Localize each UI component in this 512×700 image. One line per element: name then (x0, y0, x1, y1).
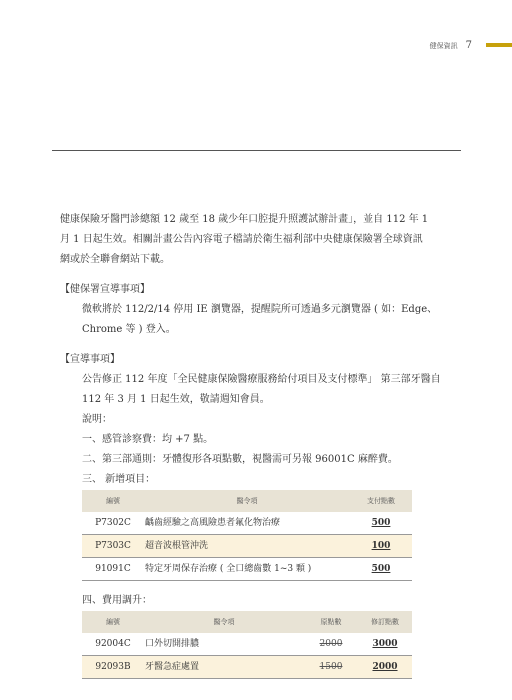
code-cell: 91091C (82, 558, 144, 581)
nhi-line-2: Chrome 等 ) 登入。 (82, 324, 176, 335)
nhi-section-title: 【健保署宣導事項】 (60, 284, 150, 295)
old-points-cell: 2000 (304, 633, 358, 656)
nhi-line-1: 微軟將於 112/2/14 停用 IE 瀏覽器，提醒院所可透過多元瀏覽器 ( 如：Edge、 (82, 304, 438, 315)
explain-label: 說明： (82, 414, 112, 425)
table-row (82, 633, 412, 656)
table-row (82, 558, 412, 581)
table-header: 編號 (82, 490, 144, 512)
promo-line-1: 公告修正 112 年度「全民健康保險醫療服務給付項目及支付標準」 第三部牙醫自 (82, 374, 441, 385)
new-points-cell: 2000 (358, 656, 412, 679)
name-cell: 口外切開排膿 (144, 633, 304, 656)
accent-bar (486, 43, 512, 47)
item-3: 三、 新增項目： (82, 474, 156, 485)
table-header: 醫令項 (144, 490, 350, 512)
table-header: 支付點數 (350, 490, 412, 512)
name-cell: 特定牙周保存治療 ( 全口總齒數 1~3 顆 ) (144, 558, 350, 581)
points-cell: 500 (350, 512, 412, 535)
name-cell: 牙醫急症處置 (144, 656, 304, 679)
code-cell: 92093B (82, 656, 144, 679)
table-row (82, 512, 412, 535)
section-label: 健保資訊 (429, 41, 458, 50)
table-header: 醫令項 (144, 611, 304, 633)
item-1: 一、感管診察費：均 +7 點。 (82, 434, 214, 445)
intro-line-3: 網或於全聯會網站下載。 (60, 254, 170, 265)
points-cell: 100 (350, 535, 412, 558)
code-cell: 92004C (82, 633, 144, 656)
divider-rule (52, 150, 461, 151)
old-points-cell: 1500 (304, 656, 358, 679)
main-content (60, 210, 460, 679)
new-items-table (82, 490, 412, 581)
intro-line-1: 健康保險牙醫門診總額 12 歲至 18 歲少年口腔提升照護試辦計畫」，並自 112 年 1 (60, 214, 429, 225)
table-header: 編號 (82, 611, 144, 633)
fee-adjust-table (82, 611, 412, 679)
adjust-title: 四、費用調升： (82, 595, 152, 606)
promo-line-2: 112 年 3 月 1 日起生效，敬請週知會員。 (82, 394, 270, 405)
new-points-cell: 3000 (358, 633, 412, 656)
intro-line-2: 月 1 日起生效。相關計畫公告內容電子檔請於衛生福利部中央健康保險署全球資訊 (60, 234, 423, 245)
promo-section-title: 【宣導事項】 (60, 354, 120, 365)
code-cell: P7303C (82, 535, 144, 558)
points-cell: 500 (350, 558, 412, 581)
table-row (82, 535, 412, 558)
table-row (82, 656, 412, 679)
table-header: 原點數 (304, 611, 358, 633)
page-number: 7 (465, 40, 472, 51)
code-cell: P7302C (82, 512, 144, 535)
page-header (430, 40, 472, 51)
name-cell: 超音波根管沖洗 (144, 535, 350, 558)
name-cell: 齲齒經驗之高風險患者氟化物治療 (144, 512, 350, 535)
table-header: 修訂點數 (358, 611, 412, 633)
item-2: 二、第三部通則：牙體復形各項點數，視醫需可另報 96001C 麻醉費。 (82, 454, 398, 465)
